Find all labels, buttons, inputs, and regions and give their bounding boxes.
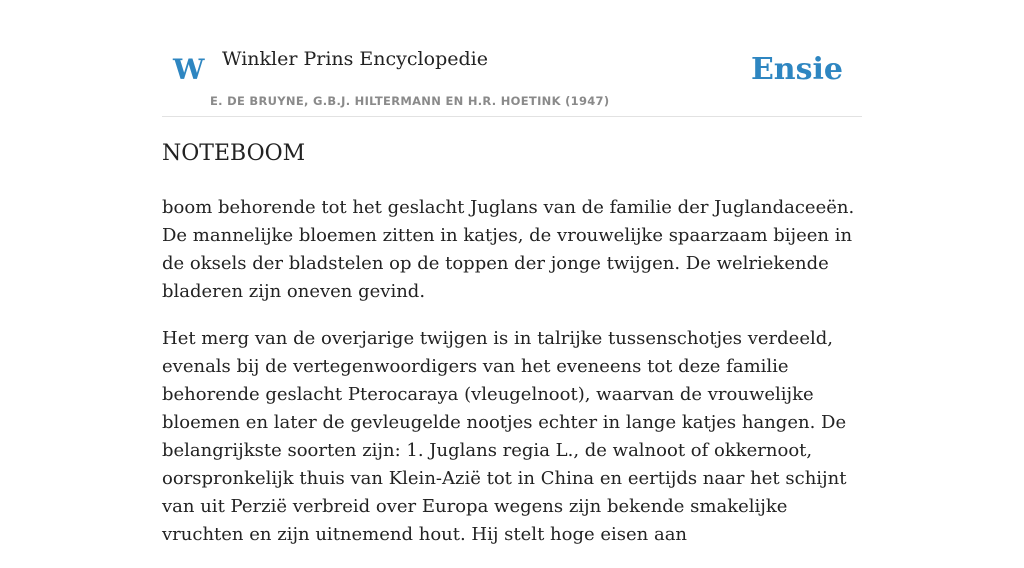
article <box>162 138 862 568</box>
article-paragraph: boom behorende tot het geslacht Juglans van de familie der Juglandaceeën. De mannelijke bloemen zitten in katjes, de vrouwelijke spaarzaam bijeen in de oksels der bladstelen op de toppen der jonge twijgen. De welriekende bladeren zijn oneven gevind. <box>162 197 855 302</box>
winkler-prins-logo[interactable]: W <box>173 53 205 86</box>
source-title[interactable]: Winkler Prins Encyclopedie <box>222 48 488 70</box>
ensie-logo[interactable]: Ensie <box>750 52 843 87</box>
source-authors: E. DE BRUYNE, G.B.J. HILTERMANN EN H.R. HOETINK (1947) <box>210 94 610 108</box>
article-body <box>162 194 862 549</box>
article-title: NOTEBOOM <box>162 141 306 166</box>
article-paragraph: Het merg van de overjarige twijgen is in talrijke tussenschotjes verdeeld, evenals bij de vertegenwoordigers van het eveneens tot deze familie behorende geslacht Pterocaraya (vleugelnoot), waarvan de vrouwelijke bloemen en later de gevleugelde nootjes echter in lange katjes hangen. De belangrijkste soorten zijn: 1. Juglans regia L., de walnoot of okkernoot, oorspronkelijk thuis van Klein-Azië tot in China en eertijds naar het schijnt van uit Perzië verbreid over Europa wegens zijn bekende smakelijke vruchten en zijn uitnemend hout. Hij stelt hoge eisen aan <box>162 328 847 545</box>
source-header <box>162 0 862 117</box>
